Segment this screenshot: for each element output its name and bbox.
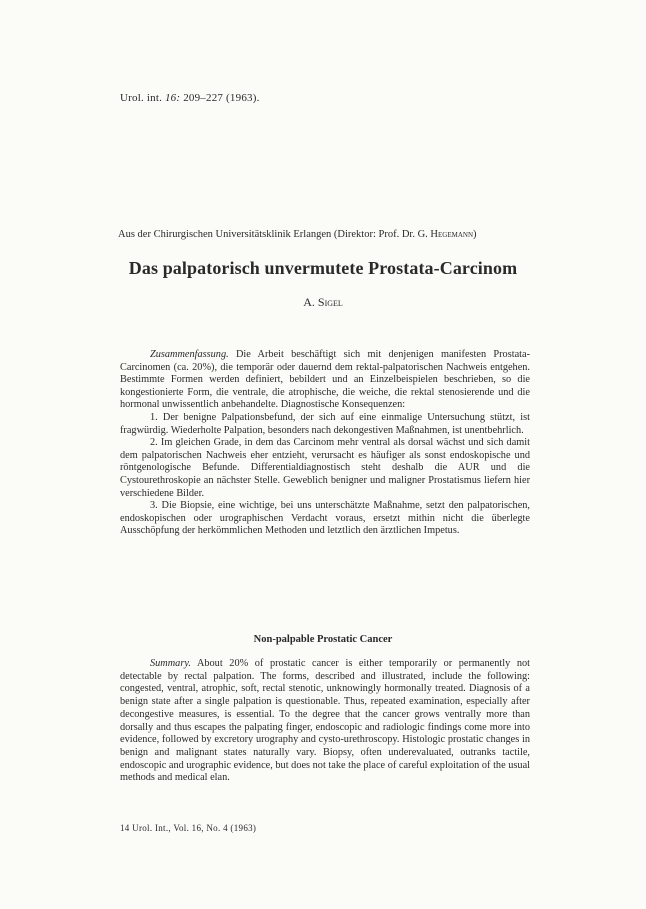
page-footer: 14 Urol. Int., Vol. 16, No. 4 (1963) bbox=[120, 823, 257, 833]
journal-citation bbox=[120, 92, 260, 104]
citation-pages-year: 209–227 (1963). bbox=[183, 92, 260, 104]
german-abstract bbox=[120, 349, 530, 538]
abstract-point-2: 2. Im gleichen Grade, in dem das Carcinom mehr ventral als dorsal wächst und sich damit dem palpatorischen Nachweis eher entzieht, verursacht es häufiger als sonst endoskopische und röntgenologische Befunde. Differentialdiagnostisch steht deshalb die AUR und die Cystourethroskopie an nächster Stelle. Geweblich benigner und maligner Prostatismus liefern hier verschiedene Bilder. bbox=[120, 437, 530, 499]
author-line bbox=[0, 295, 646, 310]
article-title: Das palpatorisch unvermutete Prostata-Carcinom bbox=[128, 258, 518, 278]
summary-paragraph bbox=[120, 658, 530, 785]
affiliation-line bbox=[118, 229, 528, 240]
english-summary bbox=[120, 658, 530, 785]
abstract-point-3: 3. Die Biopsie, eine wichtige, bei uns unterschätzte Maßnahme, setzt den palpatorischen, endoskopischen oder urographischen Verdacht voraus, ersetzt mithin nicht die überlegte Ausschöpfung der herkömmlichen Methoden und letztlich den ärztlichen Impetus. bbox=[120, 500, 530, 537]
summary-label: Summary. bbox=[150, 658, 191, 669]
author-initial: A. bbox=[303, 295, 315, 309]
abstract-point-1: 1. Der benigne Palpationsbefund, der sich auf eine einmalige Untersuchung stützt, ist fragwürdig. Wiederholte Palpation, besonders nach dekongestiven Maßnahmen, ist unentbehrlich. bbox=[120, 411, 530, 436]
affiliation-closing: ) bbox=[473, 229, 477, 240]
director-surname: Hegemann bbox=[430, 229, 474, 240]
citation-prefix: Urol. int. bbox=[120, 92, 163, 104]
abstract-intro-paragraph bbox=[120, 349, 530, 412]
abstract-intro: Die Arbeit beschäftigt sich mit denjenigen manifesten Prostata-Carcinomen (ca. 20%), die temporär oder dauernd dem rektal-palpatorischen Nachweis entgehen. Bestimmte Formen werden definiert, bebildert und an Einzelbeispielen beschrieben, so die kongestionierte Form, die ventrale, die atrophische, die weiche, die rektal stenosierende und die hormonal unwissentlich anbehandelte. Diagnostische Konsequenzen: bbox=[120, 349, 530, 411]
affiliation-text: Aus der Chirurgischen Universitätsklinik Erlangen (Direktor: Prof. Dr. G. bbox=[118, 229, 428, 240]
summary-text: About 20% of prostatic cancer is either temporarily or permanently not detectable by rectal palpation. The forms, described and illustrated, include the following: congested, ventral, atrophic, soft, rectal stenotic, unknowingly hormonally treated. Diagnosis of a benign state after a single palpation is questionable. Thus, repeated examination, especially after decongestive measures, is essential. To the degree that the cancer grows ventrally more than dorsally and thus escapes the palpating finger, endoscopic and radiologic findings come more into evidence, followed by excretory urography and cysto-urethroscopy. Histologic prostatic changes in benign and malignant states naturally vary. Biopsy, often underevaluated, outranks tactile, endoscopic and urographic evidence, but does not take the place of careful exploitation of the usual methods and medical elan. bbox=[120, 658, 531, 784]
author-surname: Sigel bbox=[317, 295, 343, 309]
abstract-label: Zusammenfassung. bbox=[150, 349, 229, 360]
english-title: Non-palpable Prostatic Cancer bbox=[253, 634, 393, 645]
citation-volume: 16: bbox=[164, 92, 181, 104]
